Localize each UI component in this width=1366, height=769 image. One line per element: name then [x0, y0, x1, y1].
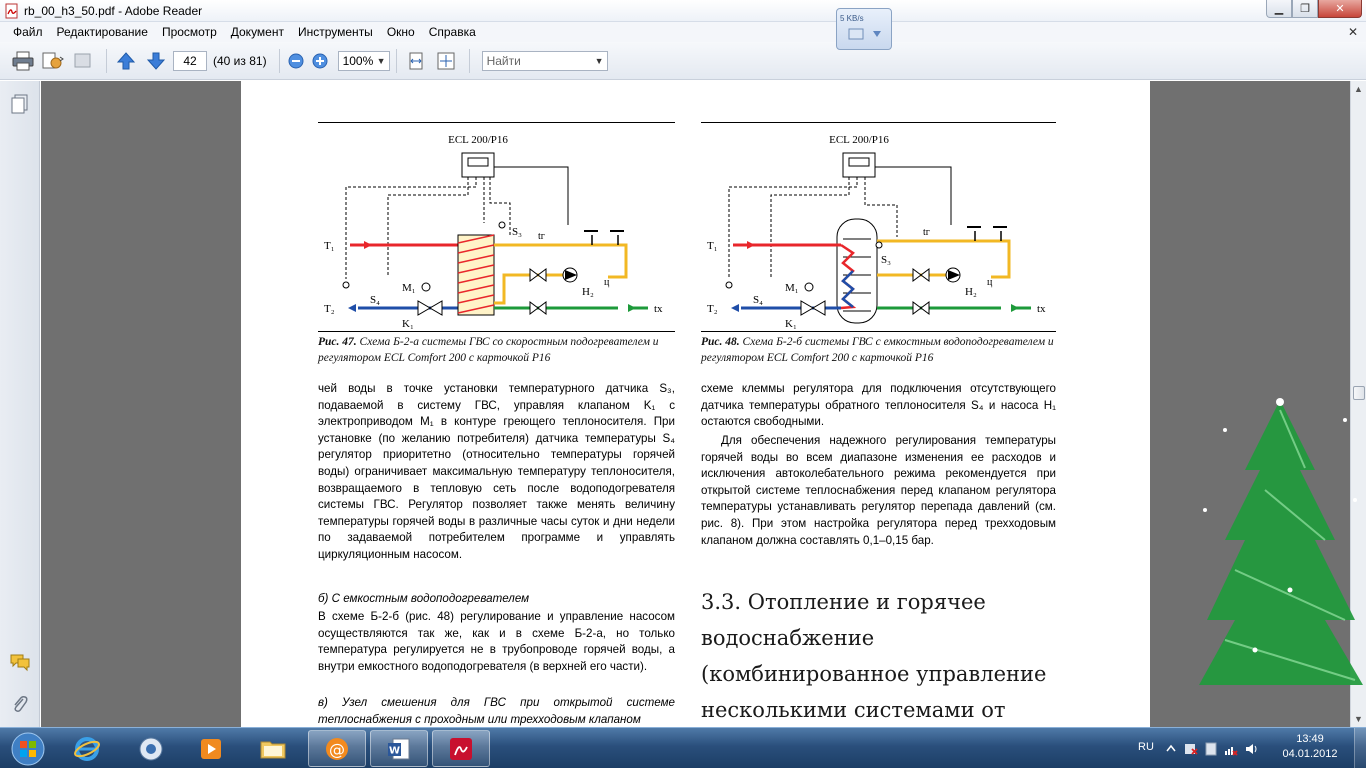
taskbar-file-explorer[interactable] [244, 730, 302, 767]
sensor-s3 [876, 242, 882, 248]
hot-water-pipe [877, 241, 1009, 277]
label-t2: T₂ [324, 303, 335, 315]
taskbar-media-player[interactable] [122, 730, 180, 767]
pages-icon [11, 94, 29, 114]
print-button[interactable] [10, 48, 36, 74]
clock-date: 04.01.2012 [1282, 748, 1338, 760]
toolbar-separator [469, 49, 470, 73]
play-icon [197, 735, 225, 763]
label-k1: K₁ [785, 318, 797, 330]
label-ts: ц [604, 277, 610, 288]
zoom-out-button[interactable] [286, 48, 306, 74]
figure-48-caption [701, 334, 1059, 366]
attachments-panel-button[interactable] [9, 693, 31, 715]
folder-icon [258, 735, 288, 763]
signal-line-s4 [346, 177, 476, 279]
toolbar-separator [396, 49, 397, 73]
label-t1: T₁ [707, 240, 718, 252]
language-indicator[interactable]: RU [1138, 741, 1154, 753]
label-s3: S₃ [512, 226, 522, 238]
windows-logo-icon [10, 731, 46, 767]
check-valve-2 [530, 302, 546, 314]
plus-circle-icon [312, 53, 328, 69]
left-column-paragraph-2: В схеме Б-2-б (рис. 48) регулирование и управление насосом осуществляются так же, как и в схеме Б-2-а, но только температура регулируется не в трубопроводе горячей воды, а внутри емкостного водоподогревателя (в верхней его части). [318, 610, 675, 673]
find-input[interactable] [482, 51, 608, 71]
valve-k1 [418, 301, 442, 315]
network-status-icon[interactable] [1224, 742, 1238, 756]
internet-explorer-icon [73, 735, 101, 763]
toolbar-separator [279, 49, 280, 73]
sparkle [1353, 498, 1357, 502]
minimize-button[interactable]: ▁ [1266, 0, 1292, 18]
window-title: rb_00_h3_50.pdf - Adobe Reader [24, 4, 203, 18]
zoom-value: 100% [342, 53, 374, 68]
supply-arrowhead [747, 241, 755, 249]
heat-exchanger [458, 235, 494, 315]
left-column-subheading-2: в) Узел смешения для ГВС при открытой системе теплоснабжения с проходным или трехходовым клапаном [318, 696, 675, 726]
right-column-paragraph-2: Для обеспечения надежного регулирования температуры горячей воды во всем диапазоне изменения ее расходов и исключения автоколебательного режима рекомендуется при открытой системе теплоснабжения перед клапаном регулятора температуры устанавливать регулятор перепада давлений (см. рис. 8). При этом настройка регулятора перед трехходовым клапаном должна составлять 0,1–0,15 бар. [701, 434, 1056, 547]
fit-width-button[interactable] [403, 48, 429, 74]
taskbar [0, 727, 1366, 768]
figure-47-caption-text: Схема Б-2-а системы ГВС со скоростным подогревателем и регулятором ECL Comfort 200 с карточкой P16 [318, 336, 659, 364]
fit-page-icon [436, 51, 456, 71]
label-m1: M₁ [402, 282, 416, 294]
zoom-select[interactable] [338, 51, 390, 71]
label-t2: T₂ [707, 303, 718, 315]
security-warning-icon[interactable] [1184, 742, 1198, 756]
arrow-down-icon [146, 51, 166, 71]
printer-icon [12, 51, 34, 71]
right-column-paragraph-1: схеме клеммы регулятора для подключения отсутствующего датчика температуры обратного теплоносителя S₄ и насоса H₁ остаются свободными. [701, 382, 1056, 429]
document-page [241, 81, 1150, 727]
adobe-reader-icon [447, 735, 475, 763]
label-ts: ц [987, 277, 993, 288]
network-speed-widget[interactable] [836, 8, 892, 50]
figure-47-caption [318, 334, 678, 366]
sparkle [1223, 428, 1227, 432]
show-desktop-button[interactable] [1354, 728, 1366, 769]
controller-label: ECL 200/P16 [448, 134, 508, 146]
clock-time: 13:49 [1296, 733, 1324, 745]
show-hidden-icons-icon[interactable] [1164, 742, 1178, 756]
figure-48-caption-text: Схема Б-2-б системы ГВС с емкостным водоподогревателем и регулятором ECL Comfort 200 с карточкой P16 [701, 336, 1054, 364]
menu-edit[interactable]: Редактирование [56, 25, 148, 39]
menu-tools[interactable]: Инструменты [297, 25, 373, 39]
label-s4: S₄ [370, 294, 380, 306]
fit-width-icon [406, 51, 426, 71]
window-controls [1266, 0, 1362, 20]
share-button[interactable] [40, 48, 66, 74]
signal-line-pump [490, 177, 510, 237]
hot-water-pipe [494, 245, 626, 277]
label-h2: H₂ [582, 286, 594, 298]
comment-button[interactable] [70, 48, 96, 74]
figure-47-diagram [318, 127, 678, 330]
right-figure-top-rule [701, 122, 1056, 123]
scroll-up-icon[interactable]: ▲ [1354, 84, 1363, 94]
controller-box [843, 153, 875, 177]
label-tx: tx [1037, 303, 1046, 315]
figure-48-diagram [701, 127, 1061, 330]
controller-label: ECL 200/P16 [829, 134, 889, 146]
taskbar-adobe-reader[interactable] [432, 730, 490, 767]
sensor-s4 [726, 282, 732, 288]
menu-bar [0, 22, 1366, 42]
fit-page-button[interactable] [433, 48, 459, 74]
chevron-down-icon: ▼ [376, 55, 386, 66]
clock[interactable] [1280, 732, 1340, 762]
actuator-m1 [805, 283, 813, 291]
return-arrowhead [731, 304, 739, 312]
menu-window[interactable]: Окно [386, 25, 415, 39]
section-heading: 3.3. Отопление и горячее водоснабжение (комбинированное управление несколькими системами от [701, 590, 1047, 722]
close-document-icon[interactable]: ✕ [1347, 25, 1358, 39]
share-icon [41, 51, 65, 71]
network-speed: 5 KB/s [840, 14, 864, 23]
pages-panel-button[interactable] [9, 93, 31, 115]
sparkle [1343, 418, 1347, 422]
svg-text:W: W [388, 745, 401, 756]
left-column-paragraph-1: чей воды в точке установки температурного датчика S₃, подаваемой в систему ГВС, управляя клапаном K₁ с электроприводом M₁ в контуре греющего теплоносителя. При установке (по желанию потребителя) датчика температуры S₄ регулятор приоритетно (относительно температуры горячей воды) ограничивает максимальную температуру теплоносителя, возвращаемого в тепловую сеть после водоподогревателя системы ГВС. Регулятор позволяет также менять величину температуры горячей воды в различные часы суток и дни недели по задаваемой потребителем программе и управлять циркуляционным насосом. [318, 382, 675, 561]
volume-icon[interactable] [1244, 742, 1258, 756]
controller-box [462, 153, 494, 177]
keyboard-icon[interactable] [1204, 742, 1218, 756]
speech-bubbles-icon [9, 653, 31, 671]
return-arrowhead [348, 304, 356, 312]
label-k1: K₁ [402, 318, 414, 330]
christmas-tree-gadget [1195, 390, 1366, 695]
page-number-input[interactable] [173, 51, 207, 71]
chevron-down-icon: ▼ [594, 55, 604, 66]
check-valve-1 [530, 269, 546, 281]
arrow-up-icon [116, 51, 136, 71]
sensor-s3 [499, 222, 505, 228]
media-player-icon [137, 735, 165, 763]
label-m1: M₁ [785, 282, 799, 294]
left-column-subheading-1: б) С емкостным водоподогревателем [318, 592, 530, 605]
at-sign-icon [323, 735, 351, 763]
paperclip-icon [11, 694, 29, 714]
figure-48-caption-number: Рис. 48. [701, 336, 740, 348]
menu-help[interactable]: Справка [428, 25, 476, 39]
label-tx: tx [654, 303, 663, 315]
taskbar-media-center[interactable] [182, 730, 240, 767]
taskbar-mail[interactable] [308, 730, 366, 767]
minus-circle-icon [288, 53, 304, 69]
toolbar-separator [106, 49, 107, 73]
figure-47-caption-number: Рис. 47. [318, 336, 357, 348]
sparkle [1203, 508, 1207, 512]
title-bar [0, 0, 1366, 22]
label-t1: T₁ [324, 240, 335, 252]
pdf-file-icon [4, 3, 20, 19]
menu-file[interactable]: Файл [13, 25, 43, 39]
label-s4: S₄ [753, 294, 763, 306]
taskbar-internet-explorer[interactable] [58, 730, 116, 767]
menu-document[interactable]: Документ [230, 25, 284, 39]
right-caption-rule [701, 331, 1056, 332]
supply-arrowhead [364, 241, 372, 249]
zoom-in-button[interactable] [310, 48, 330, 74]
taskbar-word[interactable] [370, 730, 428, 767]
sparkle [1288, 588, 1293, 593]
menu-view[interactable]: Просмотр [161, 25, 217, 39]
tree-star [1276, 398, 1284, 406]
close-window-button[interactable]: ✕ [1318, 0, 1362, 18]
sparkle [1253, 648, 1258, 653]
label-tg: tг [923, 227, 930, 238]
check-valve-2 [913, 302, 929, 314]
toolbar [0, 42, 1366, 80]
label-tg: tг [538, 231, 545, 242]
page-count: (40 из 81) [213, 53, 267, 68]
label-s3: S₃ [881, 254, 891, 266]
signal-line-m1 [388, 177, 468, 277]
svg-text:@: @ [329, 739, 345, 759]
tree-body [1199, 400, 1363, 685]
word-document-icon [385, 735, 413, 763]
valve-k1 [801, 301, 825, 315]
next-page-button[interactable] [143, 48, 169, 74]
signal-line-tg [494, 167, 568, 225]
find-placeholder: Найти [486, 53, 521, 68]
system-tray [1126, 728, 1366, 769]
sensor-s4 [343, 282, 349, 288]
maximize-button[interactable]: ❐ [1292, 0, 1318, 18]
signal-line-tg [875, 167, 951, 225]
label-h2: H₂ [965, 286, 977, 298]
navigation-panel [0, 81, 40, 727]
actuator-m1 [422, 283, 430, 291]
network-icon [845, 27, 885, 45]
left-figure-top-rule [318, 122, 675, 123]
comments-panel-button[interactable] [9, 651, 31, 673]
previous-page-button[interactable] [113, 48, 139, 74]
start-button[interactable] [2, 728, 54, 769]
check-valve-1 [913, 269, 929, 281]
left-caption-rule [318, 331, 675, 332]
scroll-down-icon[interactable]: ▼ [1354, 714, 1363, 724]
comment-icon [72, 51, 94, 71]
